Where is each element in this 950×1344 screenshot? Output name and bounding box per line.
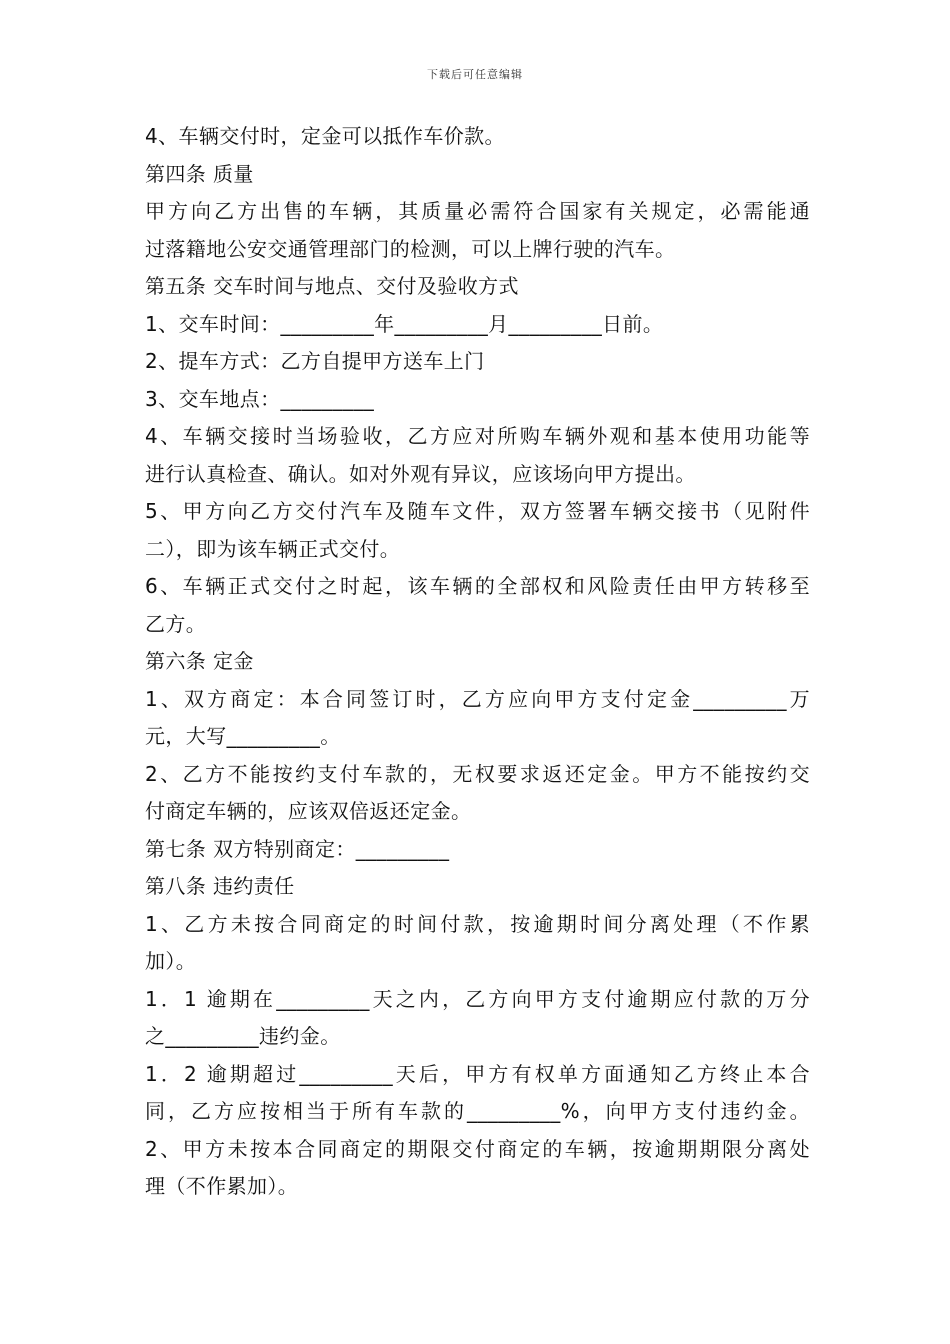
document-line: 4、车辆交付时，定金可以抵作车价款。 xyxy=(145,124,505,148)
document-line: 乙方。 xyxy=(145,611,207,636)
document-body xyxy=(145,118,810,1206)
document-line: 5、甲方向乙方交付汽车及随车文件，双方签署车辆交接书（见附件 xyxy=(145,499,810,523)
document-line: 1、交车时间：_________年_________月_________日前。 xyxy=(145,311,664,336)
document-line: 第七条 双方特别商定：_________ xyxy=(145,836,450,861)
document-line: 第六条 定金 xyxy=(145,649,254,673)
document-line: 第四条 质量 xyxy=(145,161,254,186)
page-header: 下载后可任意编辑 xyxy=(427,68,523,81)
document-line: 加）。 xyxy=(145,949,197,973)
document-line: 2、甲方未按本合同商定的期限交付商定的车辆，按逾期期限分离处 xyxy=(145,1136,810,1161)
document-line: 元，大写_________。 xyxy=(145,724,341,748)
document-line: 理（不作累加）。 xyxy=(145,1174,299,1198)
document-line: 第五条 交车时间与地点、交付及验收方式 xyxy=(145,274,519,298)
document-line: 1．2 逾期超过_________天后，甲方有权单方面通知乙方终止本合 xyxy=(145,1061,810,1086)
document-line: 2、乙方不能按约支付车款的，无权要求返还定金。甲方不能按约交 xyxy=(145,761,810,786)
document-line: 二），即为该车辆正式交付。 xyxy=(145,536,401,561)
document-line: 过落籍地公安交通管理部门的检测，可以上牌行驶的汽车。 xyxy=(145,236,676,261)
document-line: 1．1 逾期在_________天之内，乙方向甲方支付逾期应付款的万分 xyxy=(145,986,810,1011)
document-line: 1、双方商定：本合同签订时，乙方应向甲方支付定金_________万 xyxy=(145,686,810,711)
document-line: 之_________违约金。 xyxy=(145,1024,341,1048)
document-line: 6、车辆正式交付之时起，该车辆的全部权和风险责任由甲方转移至 xyxy=(145,574,810,598)
document-line: 甲方向乙方出售的车辆，其质量必需符合国家有关规定，必需能通 xyxy=(145,199,810,223)
document-line: 付商定车辆的，应该双倍返还定金。 xyxy=(145,799,472,823)
document-line: 1、乙方未按合同商定的时间付款，按逾期时间分离处理（不作累 xyxy=(145,911,810,936)
document-line: 同，乙方应按相当于所有车款的_________%，向甲方支付违约金。 xyxy=(145,1099,810,1123)
document-line: 3、交车地点：_________ xyxy=(145,386,375,411)
document-line: 第八条 违约责任 xyxy=(145,874,295,898)
document-line: 2、提车方式：乙方自提甲方送车上门 xyxy=(145,349,485,373)
document-line: 4、车辆交接时当场验收，乙方应对所购车辆外观和基本使用功能等 xyxy=(145,424,810,448)
document-line: 进行认真检查、确认。如对外观有异议，应该场向甲方提出。 xyxy=(145,461,696,486)
